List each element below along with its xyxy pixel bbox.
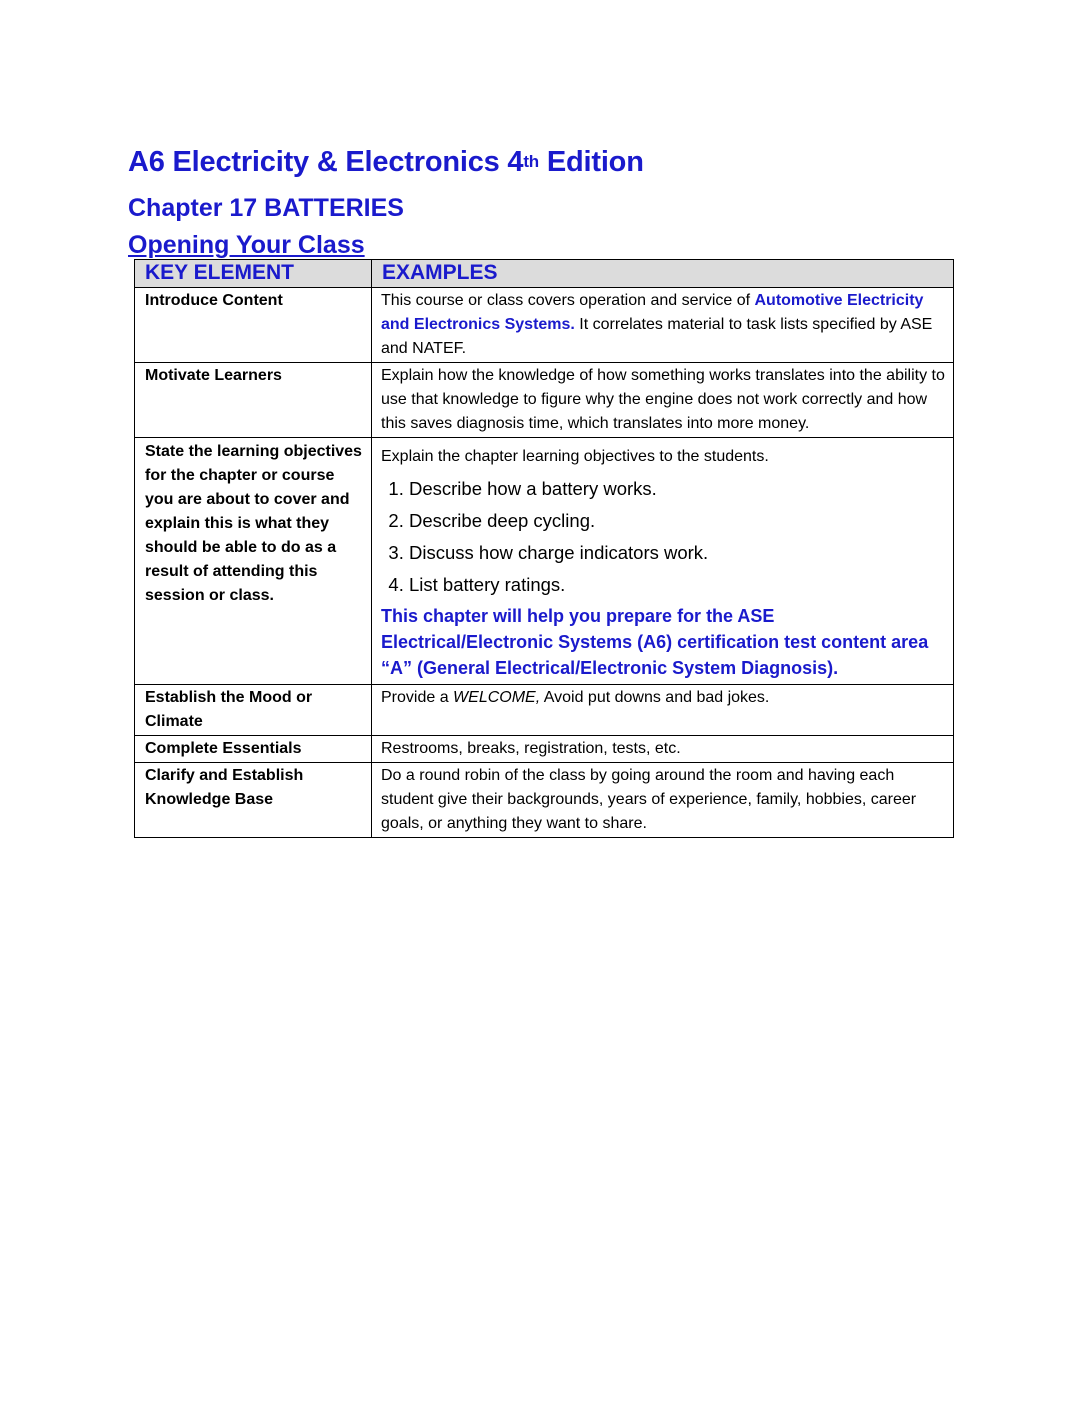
table-row: [135, 685, 954, 736]
ase-note: This chapter will help you prepare for the ASE Electrical/Electronic Systems (A6) certification test content area “A” (General Electrical/Electronic System Diagnosis).: [381, 606, 929, 678]
chapter-heading: Chapter 17 BATTERIES: [128, 194, 404, 222]
list-item: 3. Discuss how charge indicators work.: [409, 537, 945, 569]
example-cell: Do a round robin of the class by going around the room and having each student give their backgrounds, years of experience, family, hobbies, career goals, or anything they want to share.: [372, 763, 954, 838]
table-row: [135, 763, 954, 838]
title-suffix: Edition: [539, 146, 644, 178]
opening-class-table: [134, 259, 954, 838]
emphasis-text: WELCOME,: [453, 689, 541, 706]
key-element-cell: Complete Essentials: [135, 736, 372, 763]
table-row: [135, 438, 954, 685]
title-main: A6 Electricity & Electronics 4: [128, 146, 524, 178]
example-text: Provide a: [381, 689, 454, 706]
example-text: It correlates material to task lists specified by ASE and NATEF.: [381, 316, 933, 357]
list-item: 1. Describe how a battery works.: [409, 473, 945, 505]
objectives-intro: Explain the chapter learning objectives to the students.: [381, 448, 769, 465]
table-row: [135, 288, 954, 363]
key-element-cell: Establish the Mood or Climate: [135, 685, 372, 736]
key-element-cell: Clarify and Establish Knowledge Base: [135, 763, 372, 838]
example-cell: [372, 685, 954, 736]
table-header-row: [135, 260, 954, 288]
table-row: [135, 363, 954, 438]
document-title: [128, 146, 644, 179]
example-cell: Restrooms, breaks, registration, tests, etc.: [372, 736, 954, 763]
example-cell: [372, 438, 954, 685]
list-item: 2. Describe deep cycling.: [409, 505, 945, 537]
title-superscript: th: [523, 152, 539, 171]
example-cell: Explain how the knowledge of how something works translates into the ability to use that knowledge to figure why the engine does not work correctly and how this saves diagnosis time, which translates into more money.: [372, 363, 954, 438]
example-text: Avoid put downs and bad jokes.: [540, 689, 770, 706]
key-element-cell: Motivate Learners: [135, 363, 372, 438]
key-element-cell: Introduce Content: [135, 288, 372, 363]
objectives-list: [381, 473, 945, 601]
example-text: This course or class covers operation and service of: [381, 292, 755, 309]
section-heading: Opening Your Class: [128, 231, 365, 259]
table-row: [135, 736, 954, 763]
column-header-examples: EXAMPLES: [372, 260, 954, 288]
highlight-text: Automotive Electricity and Electronics Systems.: [381, 292, 924, 333]
key-element-cell: State the learning objectives for the chapter or course you are about to cover and explain this is what they should be able to do as a result of attending this session or class.: [135, 438, 372, 685]
list-item: 4. List battery ratings.: [409, 569, 945, 601]
example-cell: [372, 288, 954, 363]
column-header-key-element: KEY ELEMENT: [135, 260, 372, 288]
